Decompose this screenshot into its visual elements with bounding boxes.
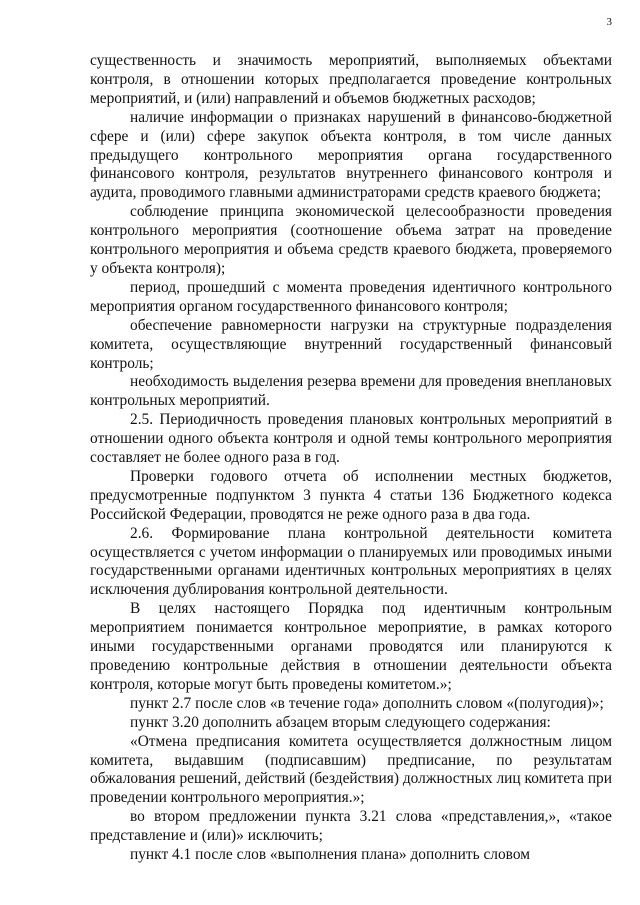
paragraph-annual-report-checks: Проверки годового отчета об исполнении местных бюджетов, предусмотренные подпунктом 3 пункта 4 статьи 136 Бюджетного кодекса Российской Федерации, проводятся не реже одного раза в два года. [90, 467, 612, 523]
paragraph-2-6: 2.6. Формирование плана контрольной деятельности комитета осуществляется с учетом информации о планируемых или проводимых иными государственными органами идентичных контрольных мероприятиях в целях исключения дублирования контрольной деятельности. [90, 524, 612, 599]
document-body [90, 52, 612, 865]
paragraph-order-cancellation: «Отмена предписания комитета осуществляется должностным лицом комитета, выдавшим (подписавшим) предписание, по результатам обжалования решений, действий (бездействия) должностных лиц комитета при проведении контрольного мероприятия.»; [90, 732, 612, 807]
paragraph-time-reserve: необходимость выделения резерва времени для проведения внеплановых контрольных мероприятий. [90, 373, 612, 410]
paragraph-period: период, прошедший с момента проведения идентичного контрольного мероприятия органом государственного финансового контроля; [90, 278, 612, 315]
page-number: 3 [606, 16, 612, 28]
paragraph-item-4-1: пункт 4.1 после слов «выполнения плана» дополнить словом [130, 846, 530, 864]
paragraph-violations-info: наличие информации о признаках нарушений в финансово-бюджетной сфере и (или) сфере закупок объекта контроля, в том числе данных предыдущего контрольного мероприятия органа государственного финансового контроля, результатов внутреннего финансового контроля и аудита, проводимого главными администраторами средств краевого бюджета; [90, 108, 612, 202]
paragraph-significance: существенность и значимость мероприятий, выполняемых объектами контроля, в отношении которых предполагается проведение контрольных мероприятий, и (или) направлений и объемов бюджетных расходов; [90, 52, 612, 107]
paragraph-item-2-7: пункт 2.7 после слов «в течение года» дополнить словом «(полугодия)»; [130, 694, 604, 712]
paragraph-economic-expediency: соблюдение принципа экономической целесообразности проведения контрольного мероприятия (соотношение объема затрат на проведение контрольного мероприятия и объема средств краевого бюджета, проверяемого у объекта контроля); [90, 203, 612, 277]
paragraph-identical-definition: В целях настоящего Порядка под идентичным контрольным мероприятием понимается контрольное мероприятие, в рамках которого иными государственными органами проводятся или планируются к проведению контрольные действия в отношении деятельности объекта контроля, которые могут быть проведены комитетом.»; [90, 600, 612, 693]
paragraph-2-5: 2.5. Периодичность проведения плановых контрольных мероприятий в отношении одного объекта контроля и одной темы контрольного мероприятия составляет не более одного раза в год. [90, 411, 612, 467]
paragraph-item-3-21: во втором предложении пункта 3.21 слова «представления,», «такое представление и (или)» исключить; [90, 808, 612, 845]
paragraph-uniform-load: обеспечение равномерности нагрузки на структурные подразделения комитета, осуществляющие внутренний государственный финансовый контроль; [90, 316, 612, 372]
paragraph-item-3-20: пункт 3.20 дополнить абзацем вторым следующего содержания: [130, 713, 551, 731]
